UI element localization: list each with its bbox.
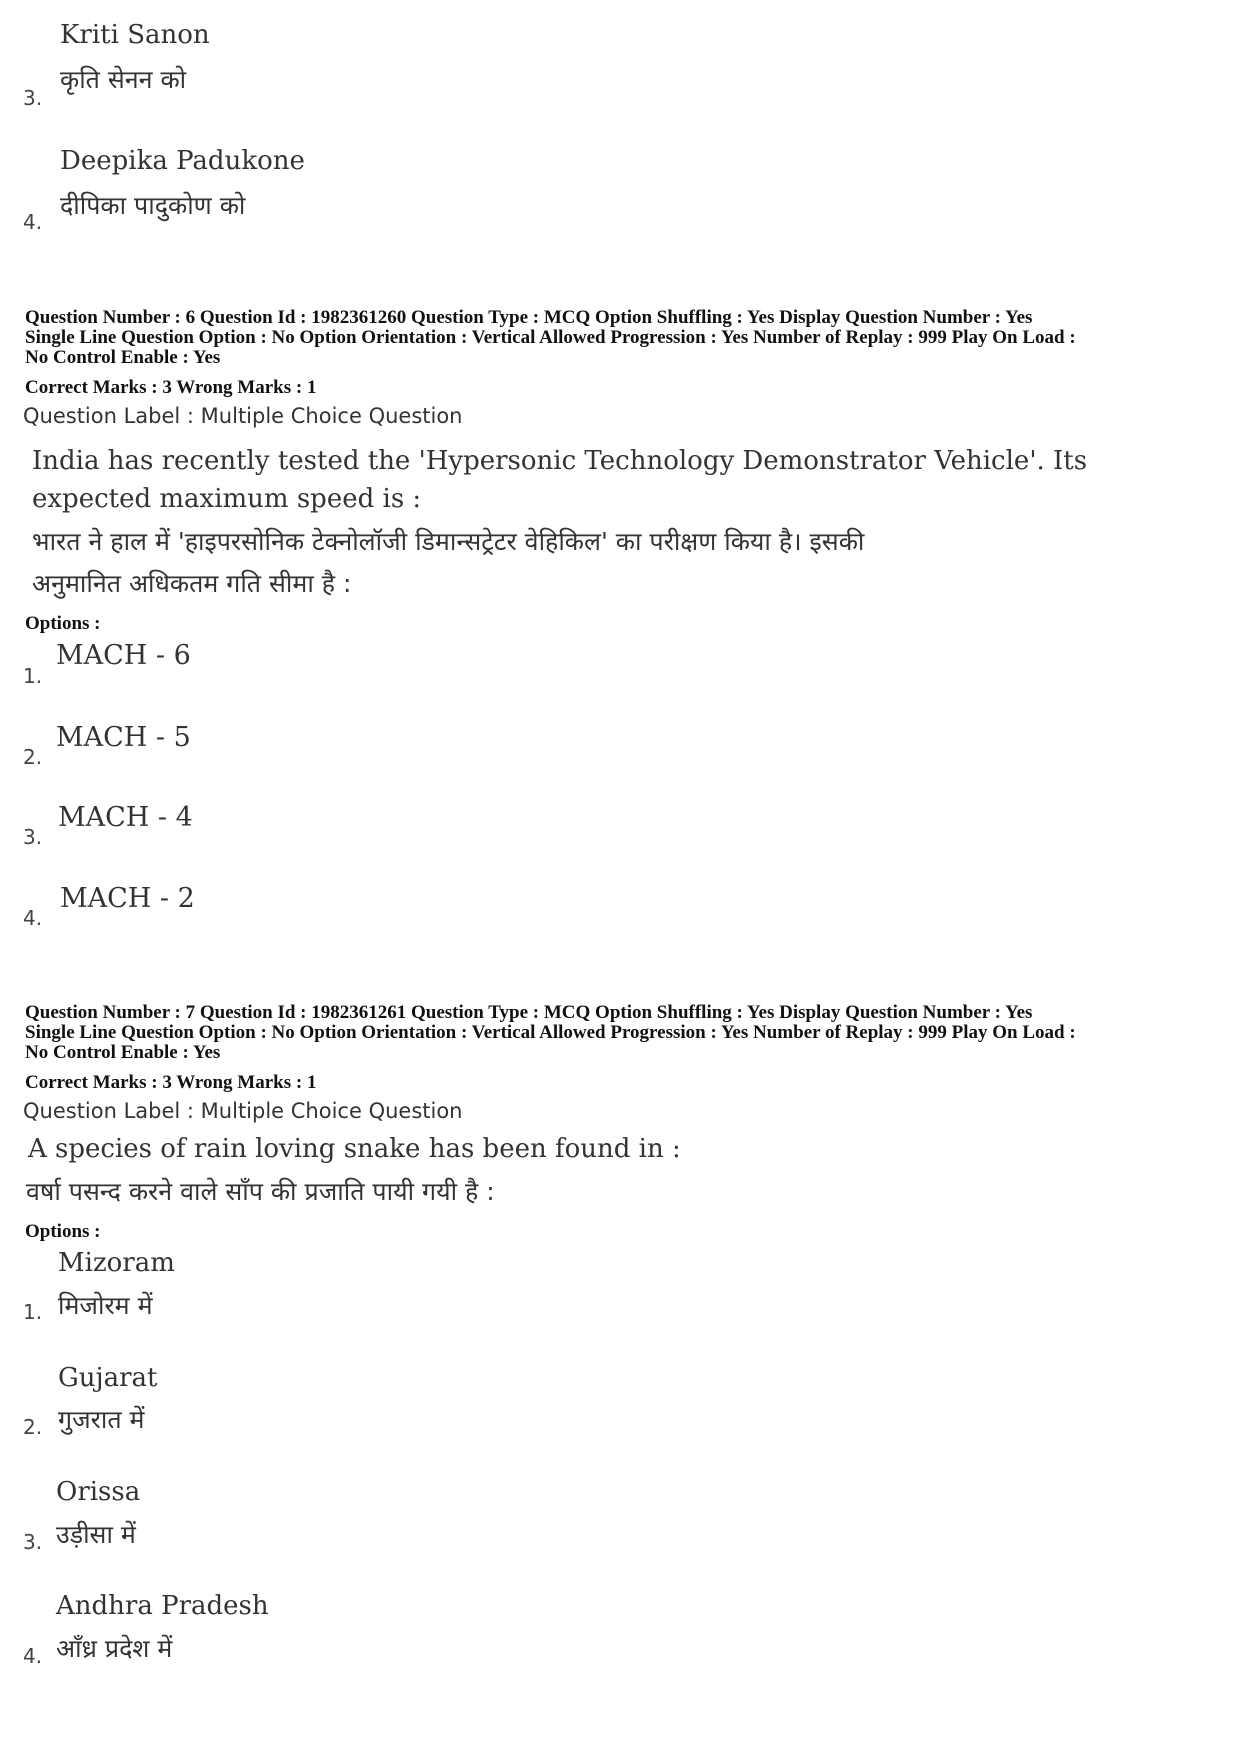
question-7-option-2-hindi: गुजरात में (58, 1405, 145, 1434)
question-6-meta-line-2: Single Line Question Option : No Option Orientation : Vertical Allowed Progression : Yes Number of Replay : 999 Play On Load : (25, 327, 1076, 348)
question-7-meta-line-2: Single Line Question Option : No Option Orientation : Vertical Allowed Progression : Yes Number of Replay : 999 Play On Load : (25, 1022, 1076, 1043)
question-7-meta-line-3: No Control Enable : Yes (25, 1042, 221, 1063)
question-7-option-3-hindi: उड़ीसा में (56, 1520, 136, 1549)
option-4-hindi: दीपिका पादुकोण को (60, 191, 246, 220)
question-6-option-1-number: 1. (23, 664, 43, 688)
question-6-option-2-number: 2. (23, 745, 43, 769)
question-6-option-2[interactable]: MACH - 5 (56, 722, 191, 753)
question-7-option-2-english: Gujarat (58, 1363, 158, 1393)
question-6-text-en-2: expected maximum speed is : (32, 484, 422, 514)
question-6-option-4[interactable]: MACH - 2 (60, 883, 195, 914)
question-7-text-en: A species of rain loving snake has been found in : (28, 1134, 681, 1164)
question-7-option-4-number: 4. (23, 1644, 43, 1668)
question-6-label: Question Label : Multiple Choice Question (23, 404, 463, 428)
option-3-hindi: कृति सेनन को (60, 65, 187, 94)
question-6-text-en-1: India has recently tested the 'Hypersonic Technology Demonstrator Vehicle'. Its (32, 446, 1088, 476)
question-6-meta-line-1: Question Number : 6 Question Id : 1982361260 Question Type : MCQ Option Shuffling : Yes Display Question Number : Yes (25, 307, 1033, 328)
question-6-meta-line-3: No Control Enable : Yes (25, 347, 221, 368)
question-7-option-1-number: 1. (23, 1300, 43, 1324)
question-6-text-hi-2: अनुमानित अधिकतम गति सीमा है : (32, 569, 352, 598)
question-6-options-heading: Options : (25, 613, 101, 634)
question-7-option-3-english: Orissa (56, 1477, 141, 1507)
question-7-marks: Correct Marks : 3 Wrong Marks : 1 (25, 1072, 317, 1093)
question-7-option-4-english: Andhra Pradesh (56, 1591, 269, 1621)
question-6-option-3-number: 3. (23, 825, 43, 849)
question-7-meta-line-1: Question Number : 7 Question Id : 1982361261 Question Type : MCQ Option Shuffling : Yes Display Question Number : Yes (25, 1002, 1033, 1023)
option-4-english: Deepika Padukone (60, 146, 305, 176)
question-7-label: Question Label : Multiple Choice Question (23, 1099, 463, 1123)
question-7-option-4-hindi: आँध्र प्रदेश में (56, 1634, 173, 1663)
question-7-options-heading: Options : (25, 1221, 101, 1242)
question-7-option-2-number: 2. (23, 1415, 43, 1439)
option-3-english: Kriti Sanon (60, 20, 210, 50)
question-6-marks: Correct Marks : 3 Wrong Marks : 1 (25, 377, 317, 398)
question-7-option-1-english: Mizoram (58, 1248, 175, 1278)
question-7-option-3-number: 3. (23, 1530, 43, 1554)
question-7-option-1-hindi: मिजोरम में (58, 1291, 153, 1320)
option-4-number: 4. (23, 210, 43, 234)
question-7-text-hi: वर्षा पसन्द करने वाले साँप की प्रजाति पायी गयी है : (26, 1177, 495, 1206)
question-6-option-1[interactable]: MACH - 6 (56, 640, 191, 671)
question-6-option-3[interactable]: MACH - 4 (58, 802, 193, 833)
option-3-number: 3. (23, 86, 43, 110)
question-6-option-4-number: 4. (23, 906, 43, 930)
question-6-text-hi-1: भारत ने हाल में 'हाइपरसोनिक टेक्नोलॉजी डिमान्सट्रेटर वेहिकिल' का परीक्षण किया है। इसकी (32, 527, 865, 556)
